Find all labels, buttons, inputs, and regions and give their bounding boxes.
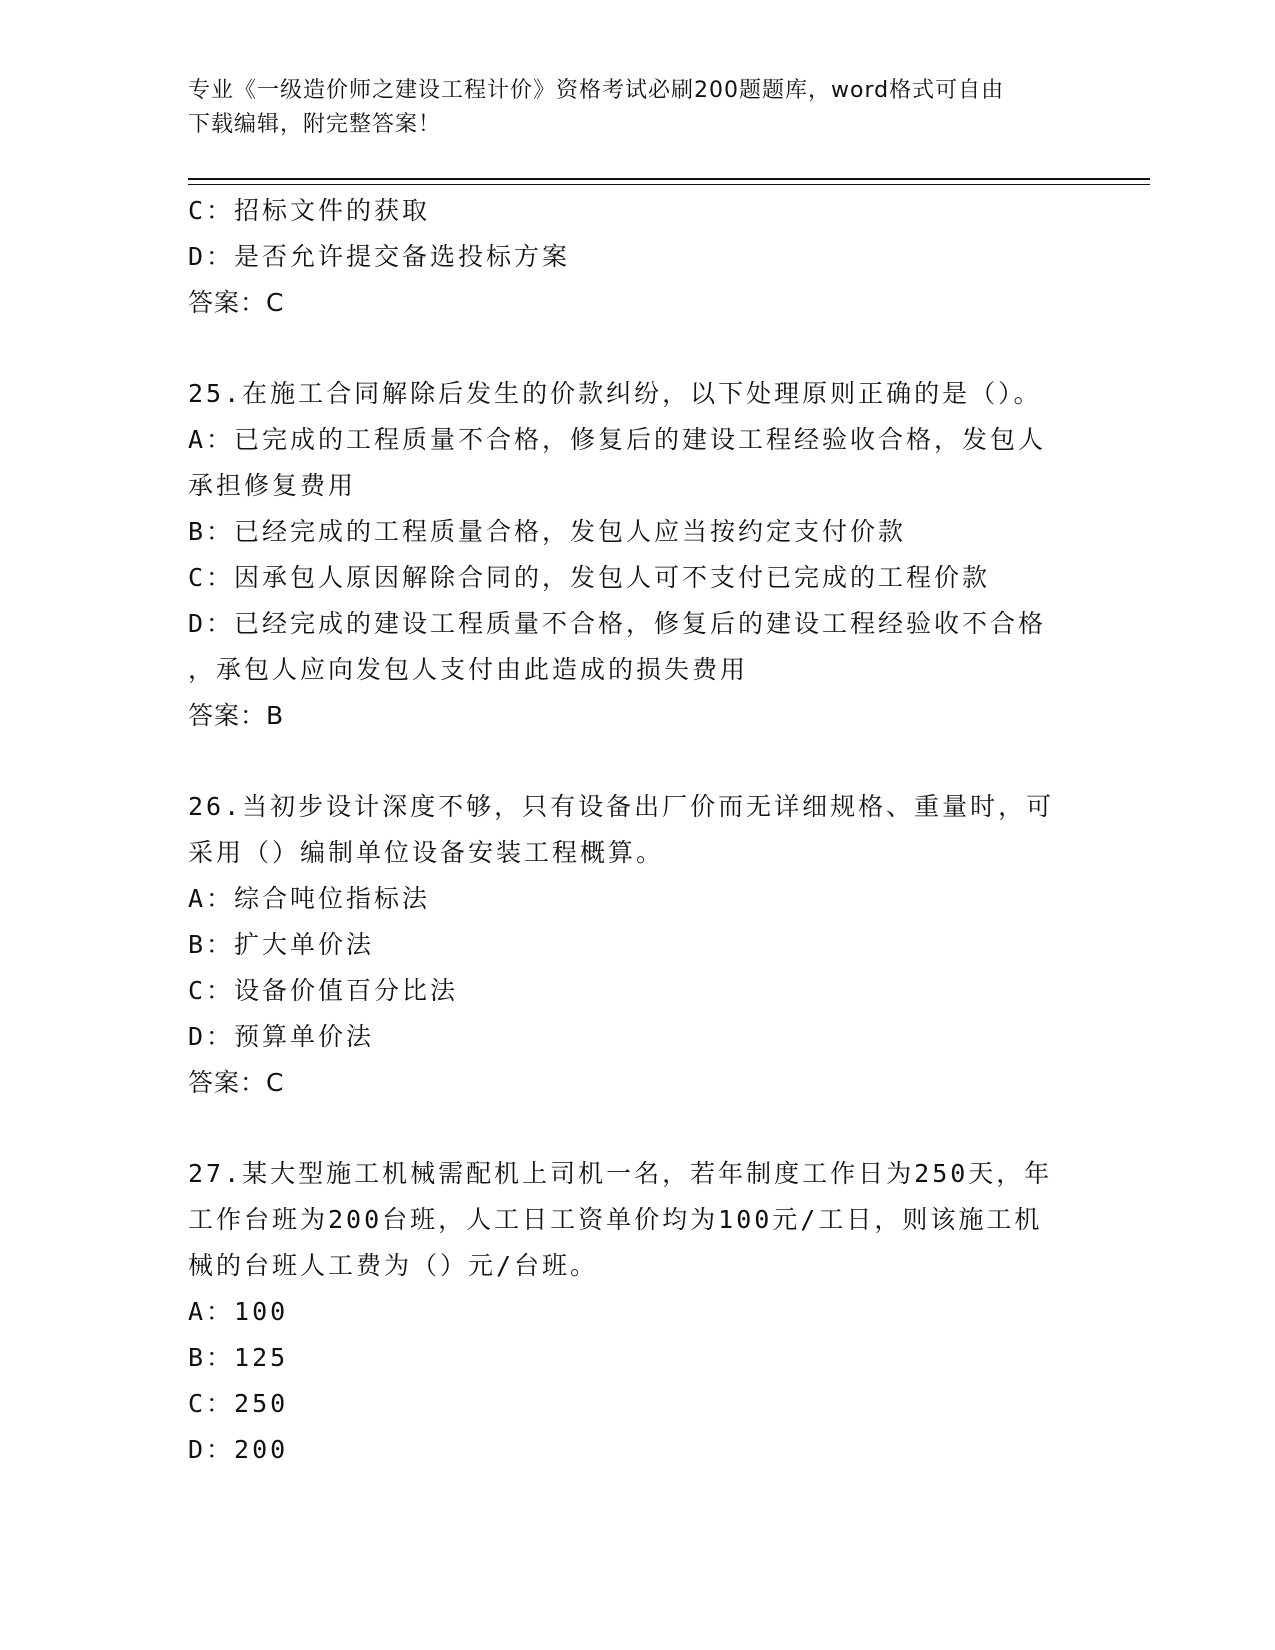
spacer (188, 739, 1188, 784)
option-d: D：预算单价法 (188, 1022, 375, 1051)
spacer (188, 326, 1188, 371)
option-d: D：已经完成的建设工程质量不合格，修复后的建设工程经验收不合格 (188, 609, 1047, 638)
question-block-27 (188, 1151, 1188, 1473)
option-c: C：设备价值百分比法 (188, 976, 459, 1005)
header-line-1: 专业《一级造价师之建设工程计价》资格考试必刷200题题库，word格式可自由 (188, 78, 1005, 103)
header-line-2: 下载编辑，附完整答案！ (188, 112, 442, 137)
page-header (188, 74, 1088, 142)
option-d: D：200 (188, 1435, 289, 1464)
option-b: B：125 (188, 1343, 289, 1372)
option-b: B：扩大单价法 (188, 930, 375, 959)
option-a: A：100 (188, 1297, 289, 1326)
question-block-26 (188, 784, 1188, 1106)
option-a: A：已完成的工程质量不合格，修复后的建设工程经验收合格，发包人 (188, 425, 1047, 454)
header-rule-thick (188, 178, 1150, 180)
option-c: C：招标文件的获取 (188, 196, 431, 225)
question-content (188, 188, 1188, 1473)
option-c: C：因承包人原因解除合同的，发包人可不支付已完成的工程价款 (188, 563, 991, 592)
option-b: B：已经完成的工程质量合格，发包人应当按约定支付价款 (188, 517, 907, 546)
option-a: A：综合吨位指标法 (188, 884, 431, 913)
header-rule-thin (188, 184, 1150, 185)
answer-line: 答案：C (188, 1068, 285, 1097)
question-stem-continued: 采用（）编制单位设备安装工程概算。 (188, 838, 665, 867)
question-stem-continued: 工作台班为200台班，人工日工资单价均为100元/工日，则该施工机 (188, 1205, 1043, 1234)
answer-line: 答案：C (188, 288, 285, 317)
question-stem: 25.在施工合同解除后发生的价款纠纷，以下处理原则正确的是（）。 (188, 379, 1042, 408)
question-block-25 (188, 371, 1188, 739)
answer-line: 答案：B (188, 701, 285, 730)
option-d: D：是否允许提交备选投标方案 (188, 242, 571, 271)
option-d-continued: ，承包人应向发包人支付由此造成的损失费用 (188, 655, 749, 684)
option-a-continued: 承担修复费用 (188, 471, 357, 500)
question-stem: 26.当初步设计深度不够，只有设备出厂价而无详细规格、重量时，可 (188, 792, 1055, 821)
question-stem: 27.某大型施工机械需配机上司机一名，若年制度工作日为250天，年 (188, 1159, 1053, 1188)
spacer (188, 1106, 1188, 1151)
option-c: C：250 (188, 1389, 289, 1418)
question-block-24 (188, 188, 1188, 326)
question-stem-continued: 械的台班人工费为（）元/台班。 (188, 1251, 599, 1280)
